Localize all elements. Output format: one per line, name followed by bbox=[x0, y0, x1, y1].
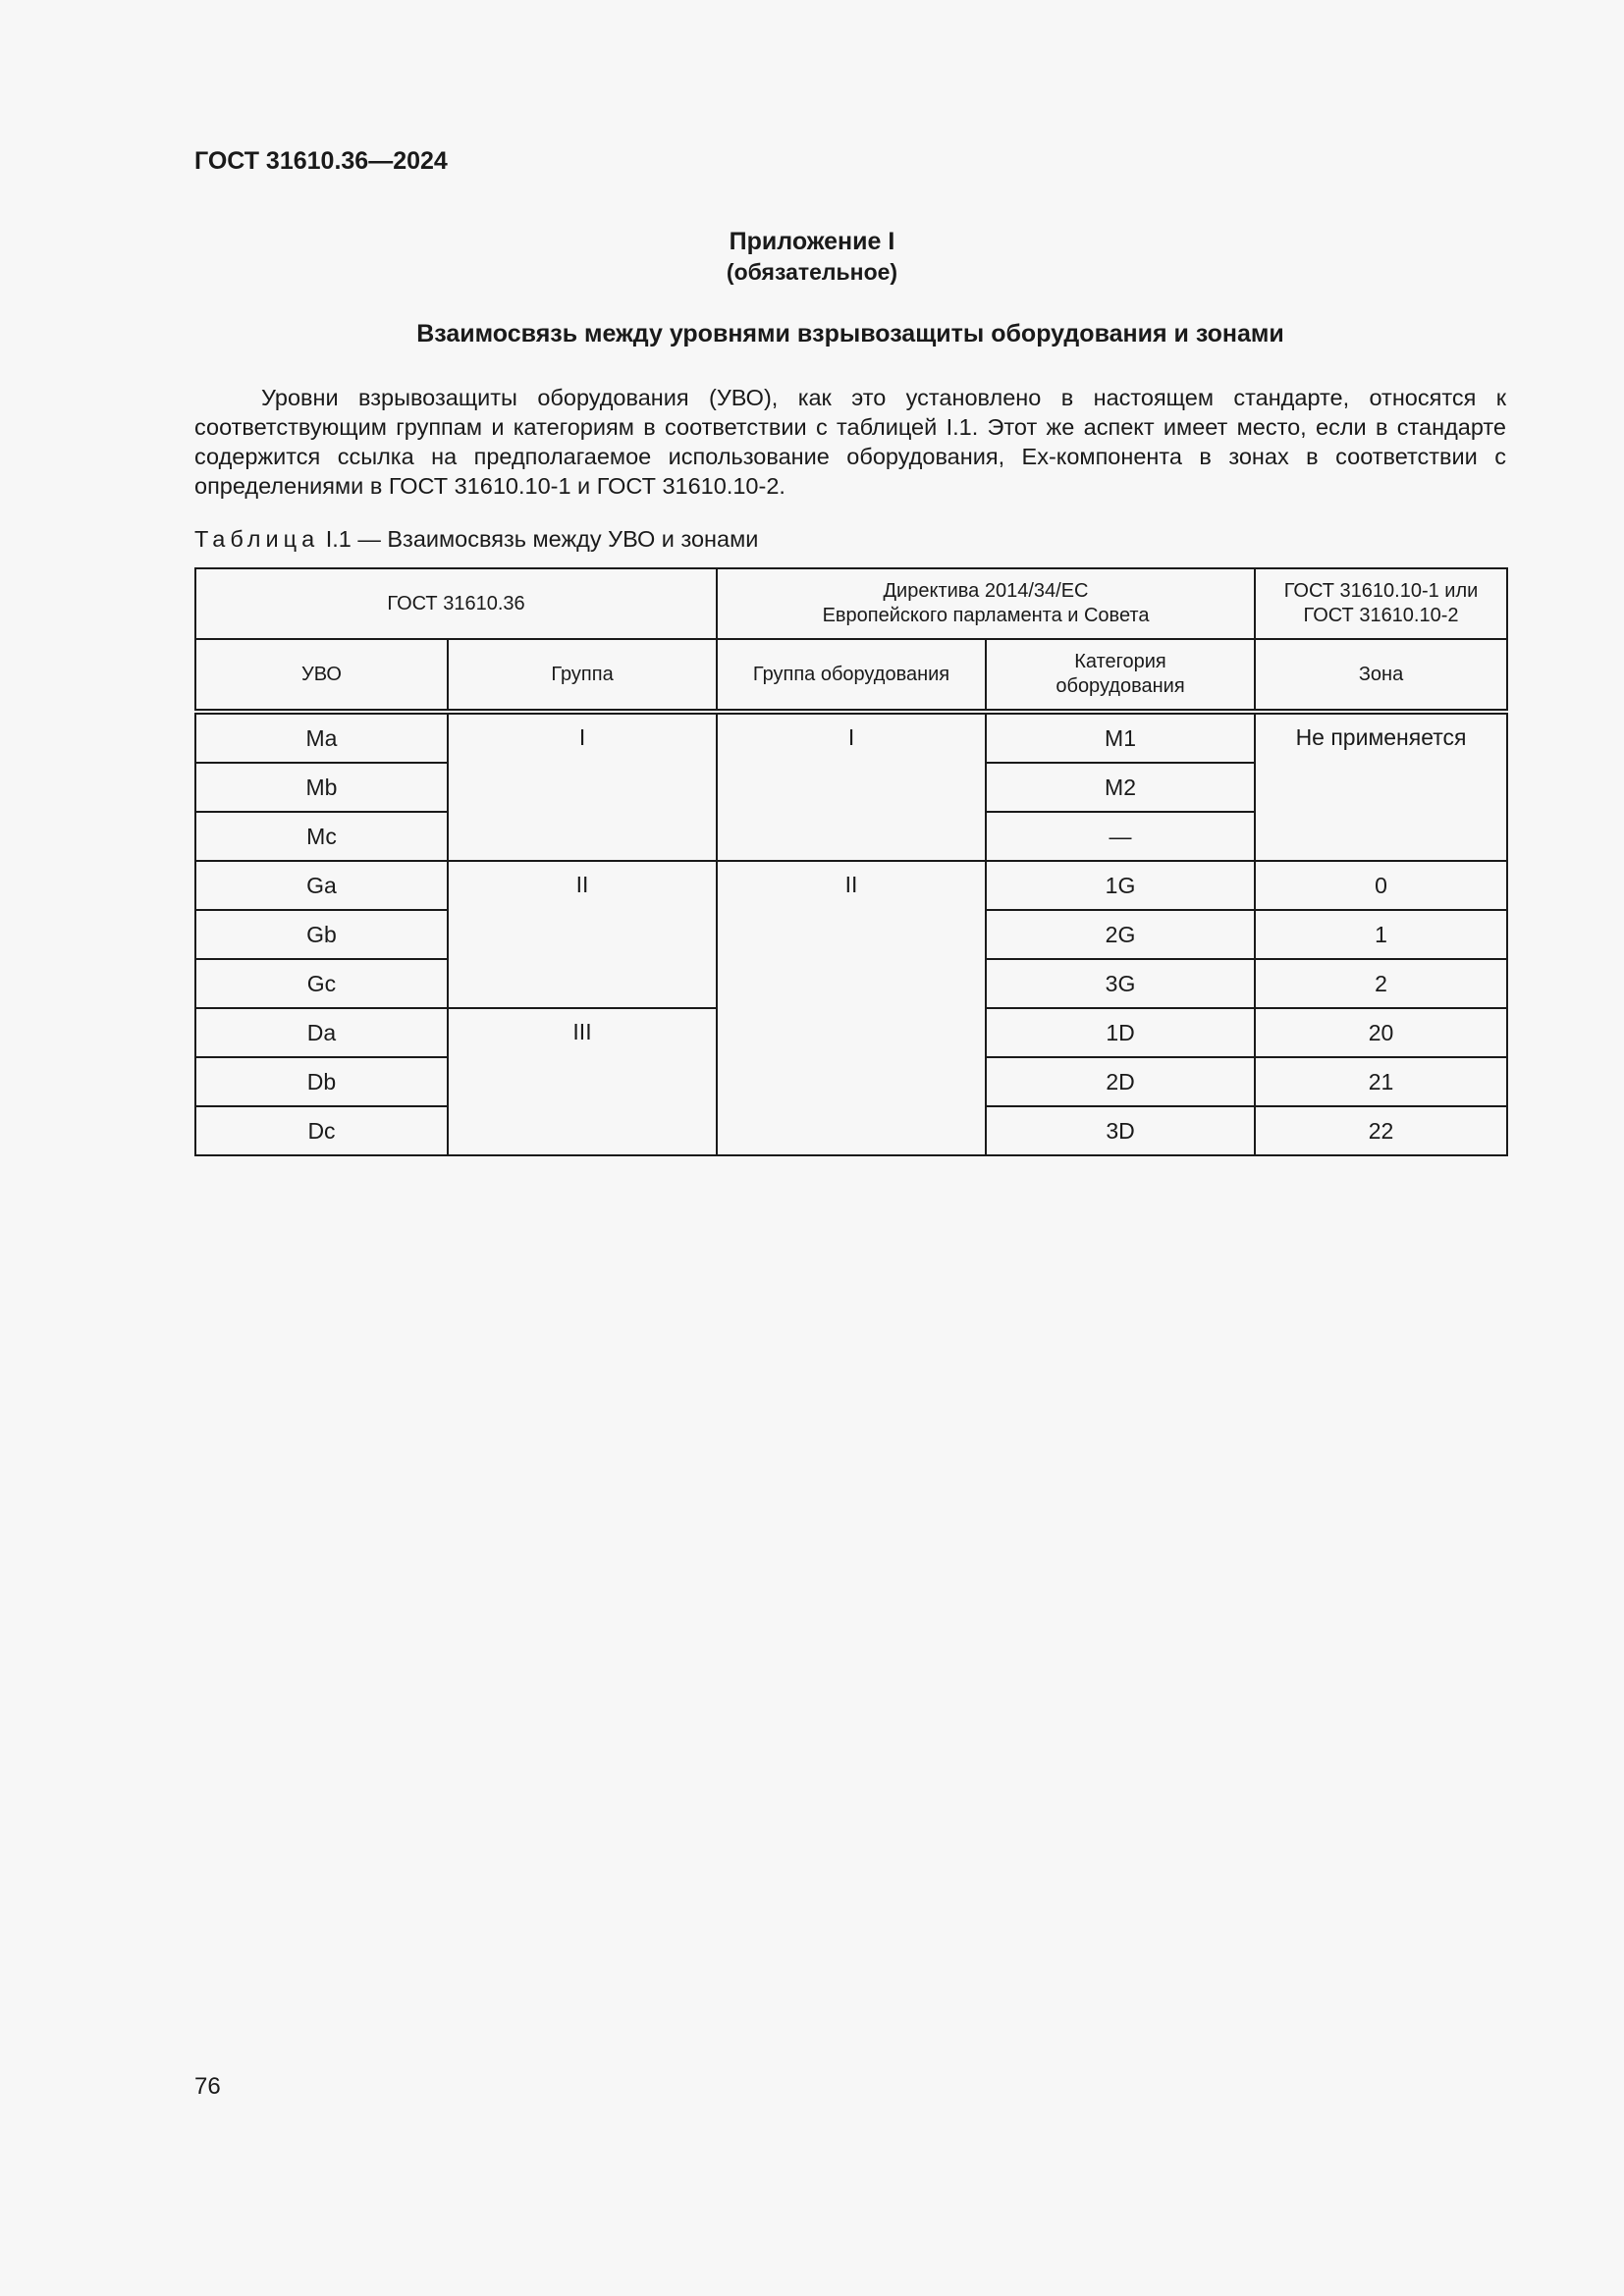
cell-group: I bbox=[448, 712, 717, 861]
cell-uvo: Dc bbox=[195, 1106, 448, 1155]
header-directive-line2: Европейского парламента и Совета bbox=[822, 605, 1150, 626]
cell-equipment-group: II bbox=[717, 861, 986, 1155]
cell-category: 3D bbox=[986, 1106, 1255, 1155]
appendix-status: (обязательное) bbox=[726, 259, 898, 285]
cell-uvo: Da bbox=[195, 1008, 448, 1057]
cell-category: 2G bbox=[986, 910, 1255, 959]
cell-category: M1 bbox=[986, 712, 1255, 763]
header-zones-standard-line2: ГОСТ 31610.10-2 bbox=[1303, 605, 1459, 626]
cell-uvo: Gc bbox=[195, 959, 448, 1008]
cell-uvo: Mc bbox=[195, 812, 448, 861]
intro-paragraph: Уровни взрывозащиты оборудования (УВО), как это установлено в настоящем стандарте, относятся к соответствующим группам и категориям в соответствии с таблицей I.1. Этот же аспект имеет место, если в стандарте содержится ссылка на предполагаемое использование оборудования, Ex-компонента в зонах в соответствии с определениями в ГОСТ 31610.10-1 и ГОСТ 31610.10-2. bbox=[194, 385, 1506, 499]
table-column-header-row bbox=[195, 639, 1507, 712]
col-header-category-line1: Категория bbox=[1074, 651, 1166, 672]
section-title: Взаимосвязь между уровнями взрывозащиты оборудования и зонами bbox=[416, 320, 1284, 347]
cell-group: II bbox=[448, 861, 717, 1008]
header-zones-standard-line1: ГОСТ 31610.10-1 или bbox=[1283, 580, 1479, 602]
cell-zone: Не применяется bbox=[1255, 712, 1507, 861]
appendix-heading bbox=[0, 226, 1624, 287]
col-header-group: Группа bbox=[448, 639, 717, 712]
col-header-uvo: УВО bbox=[195, 639, 448, 712]
cell-zone: 22 bbox=[1255, 1106, 1507, 1155]
cell-category: 2D bbox=[986, 1057, 1255, 1106]
cell-group: III bbox=[448, 1008, 717, 1155]
document-code: ГОСТ 31610.36—2024 bbox=[194, 147, 448, 175]
cell-uvo: Ga bbox=[195, 861, 448, 910]
uvo-zones-table bbox=[194, 567, 1508, 1156]
cell-category: 1D bbox=[986, 1008, 1255, 1057]
table-caption-label: Таблица bbox=[194, 526, 320, 552]
cell-zone: 2 bbox=[1255, 959, 1507, 1008]
col-header-category-line2: оборудования bbox=[1056, 675, 1185, 697]
table-group-header-row bbox=[195, 568, 1507, 639]
table-row bbox=[195, 861, 1507, 910]
cell-zone: 1 bbox=[1255, 910, 1507, 959]
cell-category: M2 bbox=[986, 763, 1255, 812]
header-gost: ГОСТ 31610.36 bbox=[195, 568, 717, 639]
cell-equipment-group: I bbox=[717, 712, 986, 861]
cell-zone: 0 bbox=[1255, 861, 1507, 910]
appendix-title: Приложение I bbox=[729, 228, 895, 255]
cell-zone: 21 bbox=[1255, 1057, 1507, 1106]
table-caption-text: I.1 — Взаимосвязь между УВО и зонами bbox=[325, 526, 759, 552]
header-directive-line1: Директива 2014/34/ЕС bbox=[883, 580, 1089, 602]
cell-category: — bbox=[986, 812, 1255, 861]
cell-uvo: Ma bbox=[195, 712, 448, 763]
col-header-category bbox=[986, 639, 1255, 712]
table-caption bbox=[194, 526, 758, 553]
cell-zone: 20 bbox=[1255, 1008, 1507, 1057]
page-number: 76 bbox=[194, 2073, 221, 2100]
header-directive bbox=[717, 568, 1255, 639]
cell-category: 1G bbox=[986, 861, 1255, 910]
col-header-equipment-group: Группа оборудования bbox=[717, 639, 986, 712]
header-zones-standard bbox=[1255, 568, 1507, 639]
cell-uvo: Db bbox=[195, 1057, 448, 1106]
cell-category: 3G bbox=[986, 959, 1255, 1008]
col-header-zone: Зона bbox=[1255, 639, 1507, 712]
table-row bbox=[195, 712, 1507, 763]
cell-uvo: Gb bbox=[195, 910, 448, 959]
cell-uvo: Mb bbox=[195, 763, 448, 812]
